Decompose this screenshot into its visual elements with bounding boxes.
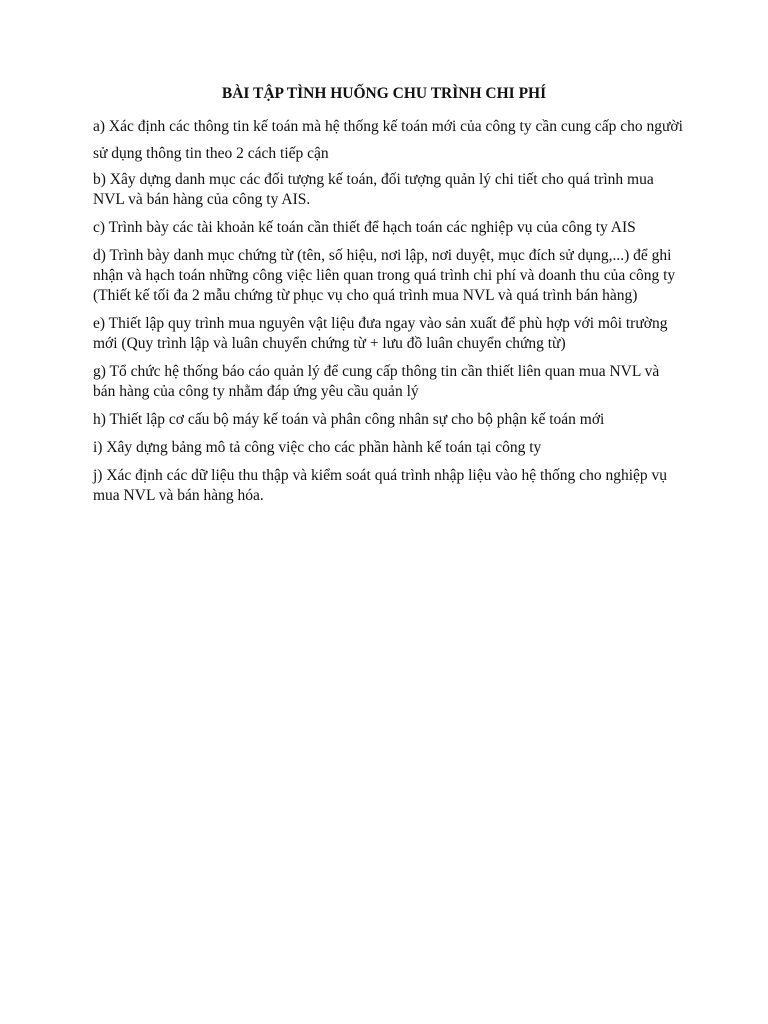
- paragraph-a: a) Xác định các thông tin kế toán mà hệ thống kế toán mới của công ty cần cung cấp cho người sử dụng thông tin theo 2 cách tiếp cận: [93, 118, 683, 162]
- paragraph-b: b) Xây dựng danh mục các đối tượng kế toán, đối tượng quản lý chi tiết cho quá trình mua NVL và bán hàng của công ty AIS.: [93, 171, 654, 208]
- document-title: BÀI TẬP TÌNH HUỐNG CHU TRÌNH CHI PHÍ: [221, 85, 547, 102]
- document-body: [93, 113, 683, 514]
- paragraph-g: g) Tổ chức hệ thống báo cáo quản lý để cung cấp thông tin cần thiết liên quan mua NVL và bán hàng của công ty nhằm đáp ứng yêu cầu quản lý: [93, 363, 660, 400]
- paragraph-d: d) Trình bày danh mục chứng từ (tên, số hiệu, nơi lập, nơi duyệt, mục đích sử dụng,...) để ghi nhận và hạch toán những công việc liên quan trong quá trình chi phí và doanh thu của công ty (Thiết kế tối đa 2 mẫu chứng từ phục vụ cho quá trình mua NVL và quá trình bán hàng): [93, 247, 676, 304]
- paragraph-c: c) Trình bày các tài khoản kế toán cần thiết để hạch toán các nghiệp vụ của công ty AIS: [93, 219, 636, 236]
- paragraph-j: j) Xác định các dữ liệu thu thập và kiểm soát quá trình nhập liệu vào hệ thống cho nghiệp vụ mua NVL và bán hàng hóa.: [93, 467, 667, 504]
- paragraph-h: h) Thiết lập cơ cấu bộ máy kế toán và phân công nhân sự cho bộ phận kế toán mới: [93, 411, 605, 428]
- paragraph-i: i) Xây dựng bảng mô tả công việc cho các phần hành kế toán tại công ty: [93, 439, 542, 456]
- paragraph-e: e) Thiết lập quy trình mua nguyên vật liệu đưa ngay vào sản xuất để phù hợp với môi trường mới (Quy trình lập và luân chuyển chứng từ + lưu đồ luân chuyển chứng từ): [93, 315, 668, 352]
